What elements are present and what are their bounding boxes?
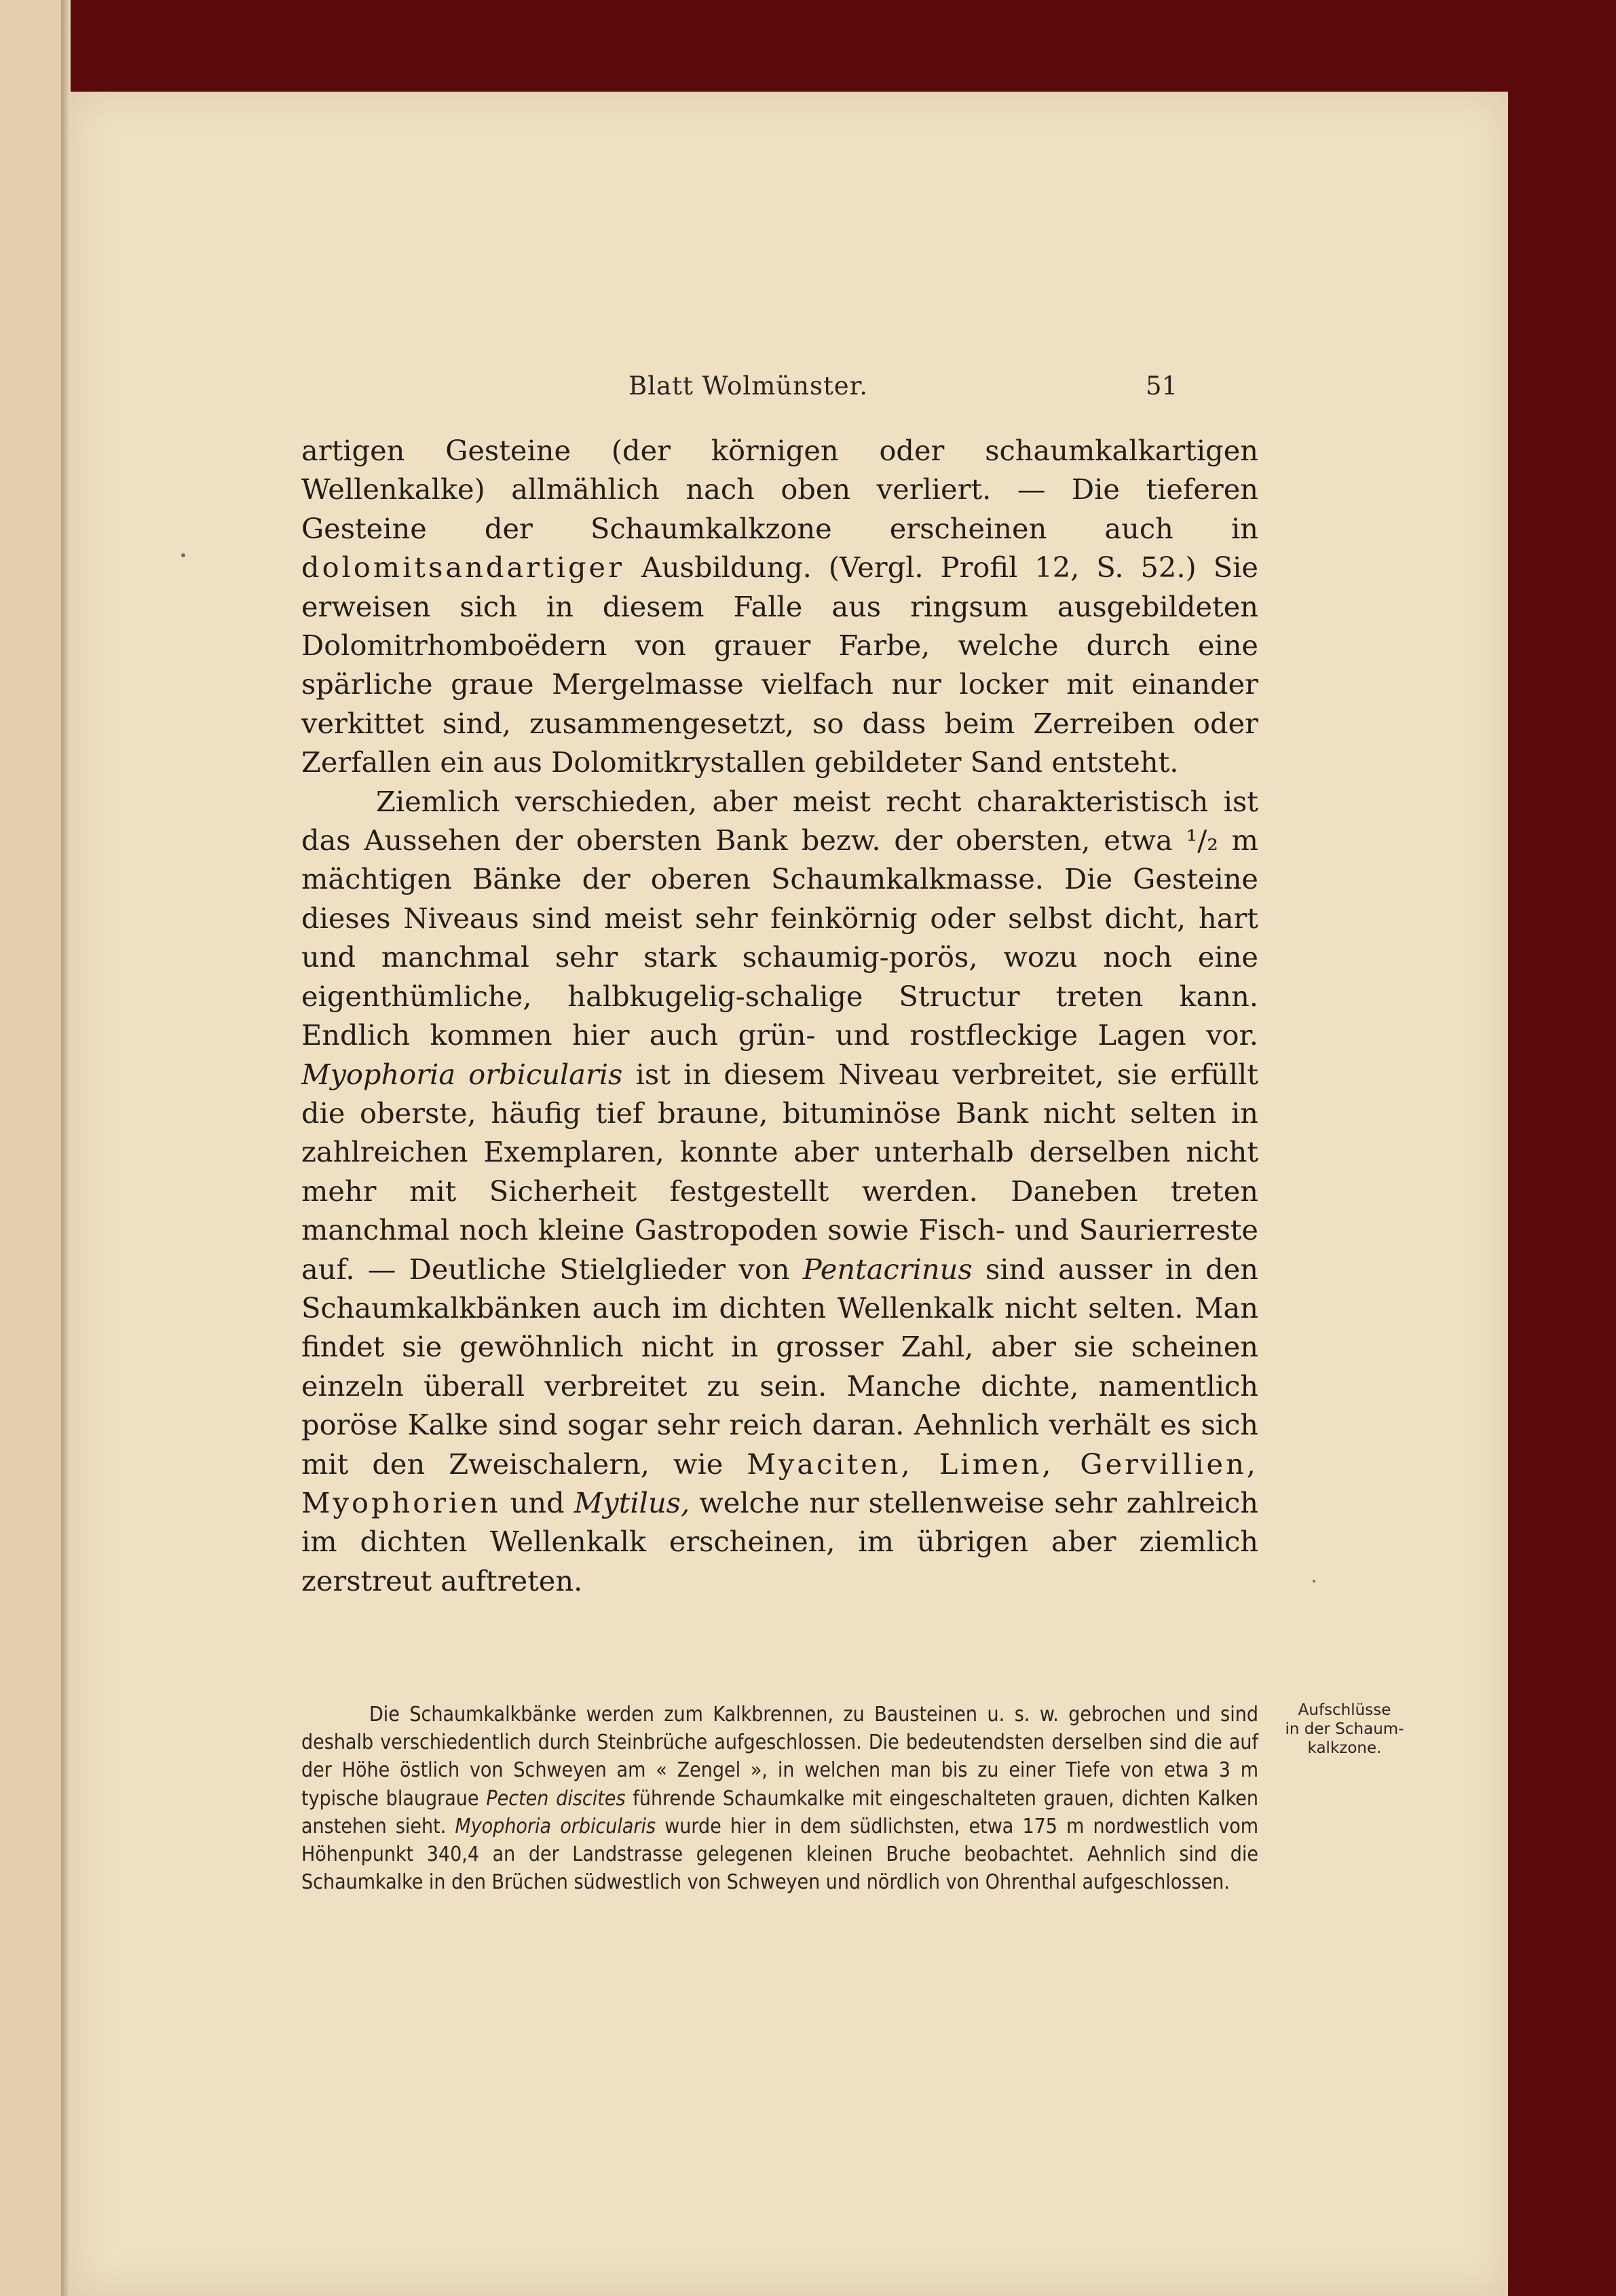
taxon-pentacrinus: Pentacrinus <box>802 1252 973 1286</box>
book-gutter <box>61 0 71 2296</box>
taxon-pecten-discites: Pecten discites <box>486 1786 626 1811</box>
paragraph-1-text-a: artigen Gesteine (der körnigen oder schaumkalkartigen Wellenkalke) allmählich nach oben verliert. — Die tieferen Gesteine der Schaumkalkzone erscheinen auch in <box>301 434 1258 545</box>
taxon-myophoria-small: Myophoria orbicularis <box>455 1814 656 1838</box>
paper-speck <box>1313 1580 1315 1582</box>
spaced-taxa-list: Myaciten, Limen, Gervillien, Myophorien <box>301 1447 1258 1519</box>
paragraph-2-text-e: welche nur stellenweise sehr zahlreich im dichten Wellenkalk erscheinen, im übrigen aber ziemlich zerstreut auftreten. <box>301 1485 1259 1597</box>
paragraph-2 <box>301 782 1258 1601</box>
small-print-text-a: Die Schaumkalkbänke werden zum Kalkbrennen, zu Bausteinen u. s. w. gebrochen und sind deshalb verschiedentlich durch Steinbrüche aufgeschlossen. Die bedeutendsten derselben sind die auf der Höhe östlich von Schweyen am « Zengel », in welchen man bis zu einer Tiefe von etwa 3 m typische blaugraue <box>301 1703 1258 1811</box>
paragraph-2-text-d: und <box>500 1485 574 1519</box>
running-title: Blatt Wolmünster. <box>628 371 869 401</box>
paragraph-1-text-b: Ausbildung. (Vergl. Profil 12, S. 52.) Sie erweisen sich in diesem Falle aus ringsum ausgebildeten Dolomitrhomboëdern von grauer Farbe, welche durch eine spärliche graue Mergelmasse vielfach nur locker mit einander verkittet sind, zusammengesetzt, so dass beim Zerreiben oder Zerfallen ein aus Dolomitkrystallen gebildeter Sand entsteht. <box>301 551 1258 779</box>
spaced-term: dolomitsandartiger <box>301 551 624 585</box>
marginal-note <box>1266 1701 1423 1758</box>
marginal-note-line-1: Aufschlüsse <box>1298 1701 1391 1719</box>
taxon-myophoria: Myophoria orbicularis <box>301 1057 623 1091</box>
small-print-section <box>301 1701 1258 1896</box>
taxon-mytilus: Mytilus, <box>574 1485 690 1519</box>
marginal-note-line-3: kalkzone. <box>1307 1739 1382 1757</box>
book-page <box>71 92 1508 2296</box>
paragraph-1 <box>301 431 1258 782</box>
main-text-body <box>301 431 1258 1600</box>
page-number: 51 <box>1146 371 1178 401</box>
paragraph-2-text-c: sind ausser in den Schaumkalkbänken auch im dichten Wellenkalk nicht selten. Man findet sie gewöhnlich nicht in grosser Zahl, aber sie scheinen einzeln überall verbreitet zu sein. Manche dichte, namentlich poröse Kalke sind sogar sehr reich daran. Aehnlich verhält es sich mit den Zweischalern, wie <box>301 1252 1258 1481</box>
small-print-text-c: wurde hier in dem südlichsten, etwa 175 m nordwestlich vom Höhenpunkt 340,4 an der Landstrasse gelegenen kleinen Bruche beobachtet. Aehnlich sind die Schaumkalke in den Brüchen südwestlich von Schweyen und nördlich von Ohrenthal aufgeschlossen. <box>301 1814 1258 1895</box>
paragraph-2-text-b: ist in diesem Niveau verbreitet, sie erfüllt die oberste, häufig tief braune, bituminöse Bank nicht selten in zahlreichen Exemplaren, konnte aber unterhalb derselben nicht mehr mit Sicherheit festgestellt werden. Daneben treten manchmal noch kleine Gastropoden sowie Fisch- und Saurierreste auf. — Deutliche Stielglieder von <box>301 1057 1258 1286</box>
small-print-text-b: führende Schaumkalke mit eingeschalteten grauen, dichten Kalken anstehen sieht. <box>301 1786 1258 1838</box>
paragraph-2-text-a: Ziemlich verschieden, aber meist recht charakteristisch ist das Aussehen der obersten Bank bezw. der obersten, etwa ¹/₂ m mächtigen Bänke der oberen Schaumkalkmasse. Die Gesteine dieses Niveaus sind meist sehr feinkörnig oder selbst dicht, hart und manchmal sehr stark schaumig-porös, wozu noch eine eigenthümliche, halbkugelig-schalige Structur treten kann. Endlich kommen hier auch grün- und rostfleckige Lagen vor. <box>301 784 1258 1052</box>
paper-speck <box>181 553 185 557</box>
previous-page-edge <box>0 0 61 2296</box>
marginal-note-line-2: in der Schaum- <box>1285 1720 1404 1738</box>
